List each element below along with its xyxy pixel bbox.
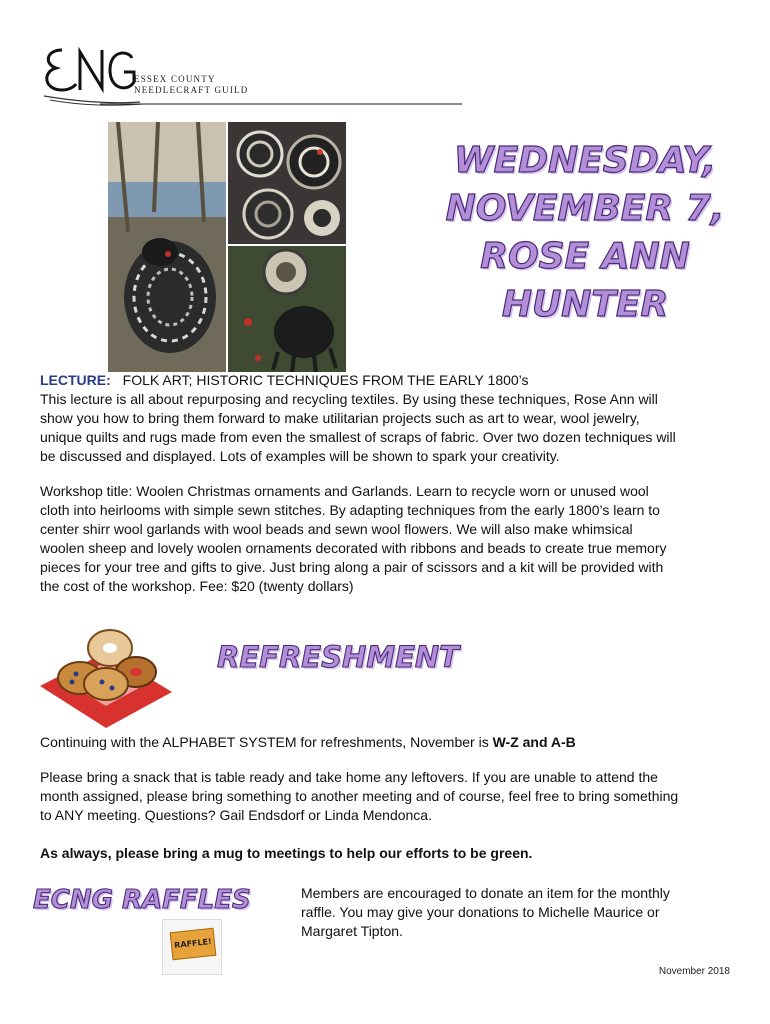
logo-line-1: ESSEX COUNTY (134, 74, 216, 84)
lecture-label: LECTURE: (40, 372, 111, 388)
logo-line-2: NEEDLECRAFT GUILD (134, 85, 249, 95)
snack-instructions (40, 768, 745, 825)
mug-note: As always, please bring a mug to meetings to help our efforts to be green. (40, 845, 533, 861)
raffle-line: Margaret Tipton. (301, 923, 403, 939)
lecture-line: unique quilts and rugs made from even the smallest of scraps of fabric. Over two dozen techniques will (40, 429, 676, 445)
title-line-3: ROSE ANN (480, 236, 690, 277)
refreshment-heading: REFRESHMENT (217, 640, 459, 674)
footer-date: November 2018 (658, 966, 730, 977)
lecture-section (40, 371, 740, 466)
workshop-line: center shirr wool garlands with wool beads and sewn wool flowers. We will also make whimsical (40, 521, 633, 537)
lecture-topic: FOLK ART; HISTORIC TECHNIQUES FROM THE EARLY 1800’s (122, 372, 529, 388)
workshop-section (40, 482, 740, 596)
raffle-line: raffle. You may give your donations to Michelle Maurice or (301, 904, 660, 920)
snack-line: month assigned, please bring something to another meeting and of course, feel free to bring something (40, 788, 679, 804)
workshop-line: cloth into heirlooms with simple sewn stitches. By adapting techniques from the early 1800’s learn to (40, 502, 660, 518)
raffle-ticket-label: RAFFLE! (170, 928, 217, 960)
alphabet-letters: W-Z and A-B (492, 734, 576, 750)
event-title (420, 137, 750, 329)
raffle-ticket-icon (162, 919, 222, 975)
raffle-line: Members are encouraged to donate an item for the monthly (301, 885, 670, 901)
alphabet-system-line (40, 733, 740, 752)
title-line-2: NOVEMBER 7, (445, 188, 725, 229)
raffle-description (301, 884, 721, 941)
guild-logo (40, 44, 470, 110)
lecture-line: be discussed and displayed. Lots of examples will be shown to spark your creativity. (40, 448, 560, 464)
workshop-line: Workshop title: Woolen Christmas ornaments and Garlands. Learn to recycle worn or unused wool (40, 483, 649, 499)
guild-monogram-icon (40, 44, 470, 110)
alphabet-prefix: Continuing with the ALPHABET SYSTEM for refreshments, November is (40, 734, 493, 750)
lecture-line: This lecture is all about repurposing and recycling textiles. By using these techniques, Rose Ann will (40, 391, 658, 407)
raffles-heading: ECNG RAFFLES (33, 885, 251, 915)
workshop-line: pieces for your tree and gifts to give. Just bring along a pair of scissors and a kit will be provided with (40, 559, 664, 575)
title-line-1: WEDNESDAY, (453, 140, 717, 181)
refreshment-donuts-icon (36, 622, 176, 730)
lecture-line: show you how to bring them forward to make utilitarian projects such as art to wear, wool jewelry, (40, 410, 640, 426)
workshop-line: the cost of the workshop. Fee: $20 (twenty dollars) (40, 578, 354, 594)
craft-photo-collage (108, 122, 346, 372)
title-line-4: HUNTER (501, 284, 669, 325)
workshop-line: woolen sheep and lovely woolen ornaments decorated with ribbons and beads to create true memory (40, 540, 667, 556)
snack-line: to ANY meeting. Questions? Gail Endsdorf or Linda Mendonca. (40, 807, 432, 823)
lecture-heading (40, 371, 740, 390)
snack-line: Please bring a snack that is table ready and take home any leftovers. If you are unable to attend the (40, 769, 658, 785)
